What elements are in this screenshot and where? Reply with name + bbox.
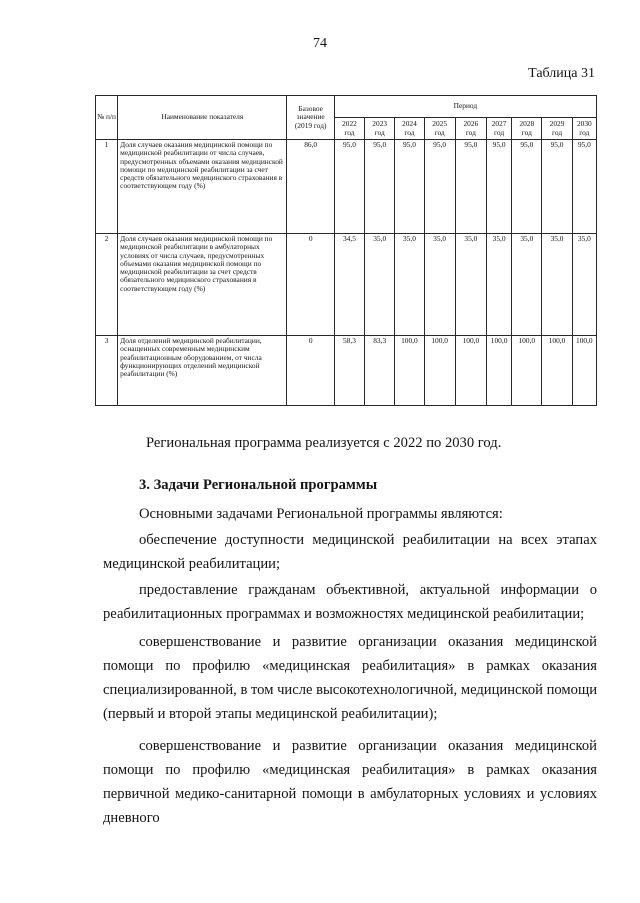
row-value: 35,0: [487, 234, 512, 336]
row-value: 35,0: [512, 234, 542, 336]
row-value: 35,0: [365, 234, 395, 336]
row-value: 100,0: [395, 336, 424, 406]
row-base: 0: [287, 336, 334, 406]
row-value: 95,0: [424, 140, 455, 234]
row-base: 86,0: [287, 140, 334, 234]
header-year: 2030 год: [572, 118, 596, 140]
row-value: 83,3: [365, 336, 395, 406]
row-num: 1: [96, 140, 118, 234]
row-value: 95,0: [365, 140, 395, 234]
row-value: 95,0: [395, 140, 424, 234]
row-value: 95,0: [334, 140, 364, 234]
implementation-note: Региональная программа реализуется с 2022 по 2030 год.: [146, 435, 502, 451]
row-name: Доля случаев оказания медицинской помощи по медицинской реабилитации от числа случаев, предусмотренных объемами оказания медицинской помощи по медицинской реабилитации за счет средств обязательного медицинского страхования в соответствующем году (%): [118, 140, 287, 234]
table-row: [96, 336, 597, 406]
row-value: 35,0: [395, 234, 424, 336]
header-year: 2027 год: [487, 118, 512, 140]
row-value: 100,0: [424, 336, 455, 406]
row-value: 95,0: [487, 140, 512, 234]
row-value: 95,0: [542, 140, 572, 234]
row-name: Доля отделений медицинской реабилитации, оснащенных современным медицинским реабилитационным оборудованием, от числа функционирующих отделений медицинской реабилитации (%): [118, 336, 287, 406]
row-value: 34,5: [334, 234, 364, 336]
table-label: Таблица 31: [528, 66, 595, 81]
header-year: 2025 год: [424, 118, 455, 140]
header-year: 2026 год: [455, 118, 486, 140]
header-year: 2024 год: [395, 118, 424, 140]
table-row: [96, 140, 597, 234]
header-num: № п/п: [96, 96, 118, 140]
indicators-table: [95, 95, 597, 406]
row-value: 35,0: [572, 234, 596, 336]
row-name: Доля случаев оказания медицинской помощи по медицинской реабилитации в амбулаторных условиях от числа случаев, предусмотренных объемами оказания медицинской помощи по медицинской реабилитации за счет средств обязательного медицинского страхования в соответствующем году (%): [118, 234, 287, 336]
row-value: 95,0: [512, 140, 542, 234]
row-num: 2: [96, 234, 118, 336]
task-item: совершенствование и развитие организации оказания медицинской помощи по профилю «медицинская реабилитация» в рамках оказания специализированной, в том числе высокотехнологичной, медицинской помощи (первый и второй этапы медицинской реабилитации);: [103, 634, 598, 722]
header-base: Базовое значение (2019 год): [287, 96, 334, 140]
row-value: 35,0: [542, 234, 572, 336]
row-value: 35,0: [455, 234, 486, 336]
header-year: 2028 год: [512, 118, 542, 140]
tasks-intro: Основными задачами Региональной программы являются:: [139, 506, 503, 522]
header-year: 2029 год: [542, 118, 572, 140]
row-value: 100,0: [542, 336, 572, 406]
row-value: 100,0: [572, 336, 596, 406]
row-base: 0: [287, 234, 334, 336]
table-row: [96, 234, 597, 336]
header-period: Период: [334, 96, 596, 118]
row-value: 100,0: [512, 336, 542, 406]
row-num: 3: [96, 336, 118, 406]
task-item: обеспечение доступности медицинской реабилитации на всех этапах медицинской реабилитации;: [103, 532, 597, 572]
header-year: 2022 год: [334, 118, 364, 140]
row-value: 58,3: [334, 336, 364, 406]
row-value: 100,0: [455, 336, 486, 406]
row-value: 95,0: [455, 140, 486, 234]
task-item: предоставление гражданам объективной, актуальной информации о реабилитационных программах и возможностях медицинской реабилитации;: [103, 582, 597, 622]
section-heading: 3. Задачи Региональной программы: [139, 477, 378, 493]
row-value: 35,0: [424, 234, 455, 336]
header-name: Наименование показателя: [118, 96, 287, 140]
task-item: совершенствование и развитие организации оказания медицинской помощи по профилю «медицинская реабилитация» в рамках оказания первичной медико-санитарной помощи в амбулаторных условиях и условиях дневного: [103, 738, 597, 826]
header-year: 2023 год: [365, 118, 395, 140]
page-number: 74: [313, 36, 327, 51]
row-value: 100,0: [487, 336, 512, 406]
row-value: 95,0: [572, 140, 596, 234]
